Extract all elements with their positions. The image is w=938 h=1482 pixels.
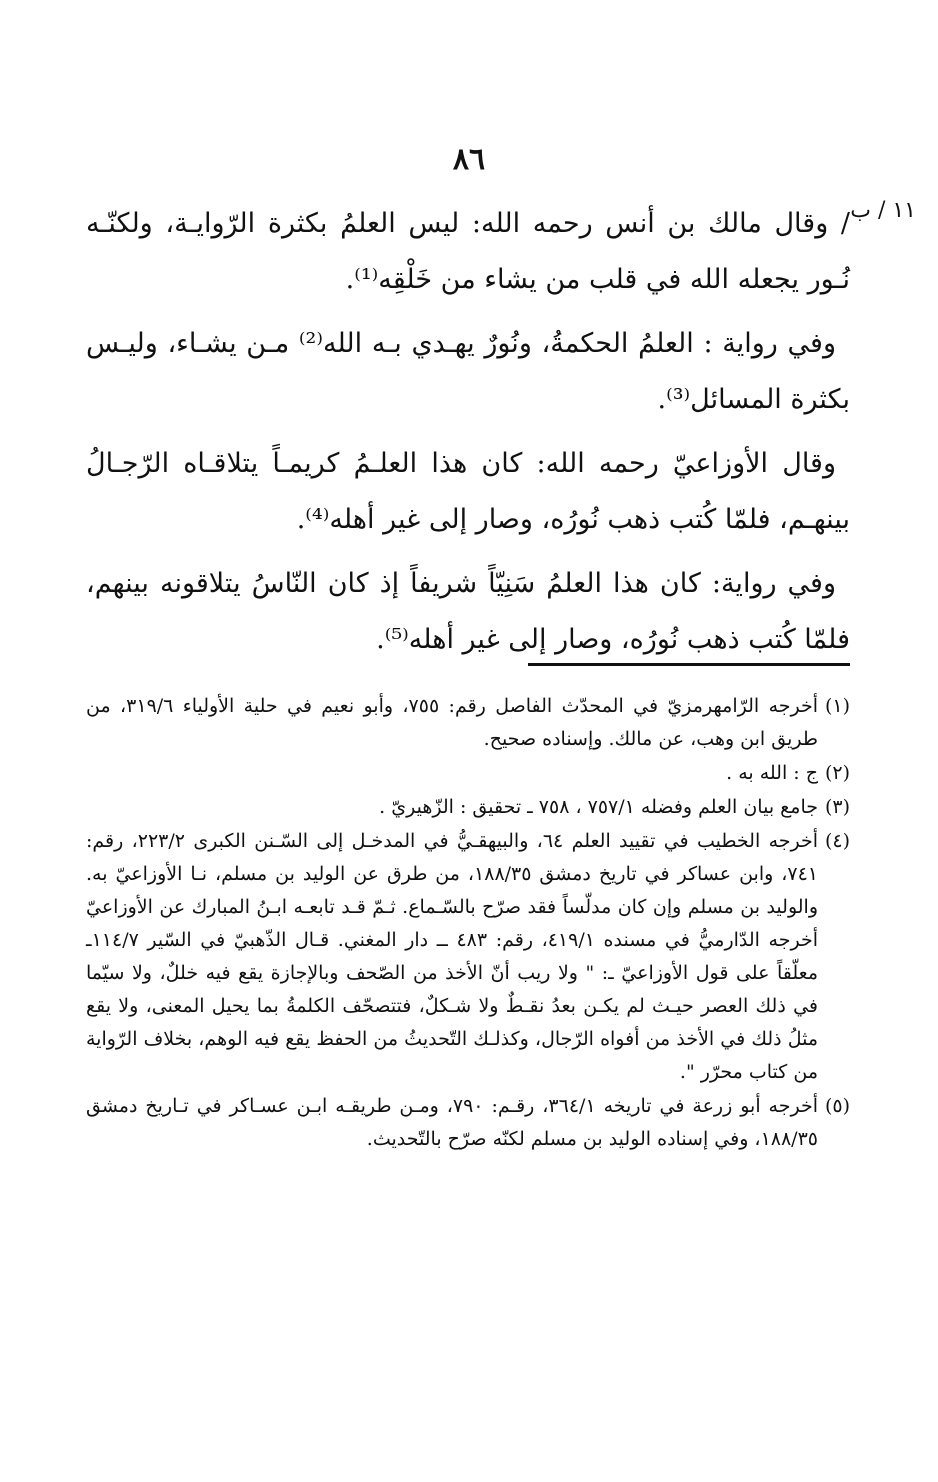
main-text [86, 196, 850, 676]
footnote-text: أخرجه أبو زرعة في تاريخه ٣٦٤/١، رقـم: ٧٩٠، ومـن طريقـه ابـن عسـاكر في تـاريخ دمشق ١٨٨/٣٥، وفي إسناده الوليد بن مسلم لكنّه صرّح بالتّحديث. [86, 1095, 818, 1150]
footnote-item [86, 757, 850, 790]
footnote-number: (٢) [824, 762, 850, 784]
footnote-number: (٤) [824, 830, 850, 852]
footnote-number: (١) [824, 695, 850, 717]
footnote-number: (٣) [824, 796, 850, 818]
footnote-item [86, 791, 850, 824]
folio-margin-note: ١١ / ب [850, 198, 916, 223]
footnote-text: أخرجه الرّامهرمزيّ في المحدّث الفاصل رقم: ٧٥٥، وأبو نعيم في حلية الأولياء ٣١٩/٦، من طريق ابن وهب، عن مالك. وإسناده صحيح. [86, 695, 819, 750]
footnote-text: جامع بيان العلم وفضله ٧٥٧/١ ، ٧٥٨ ـ تحقيق : الزّهيريّ . [379, 796, 818, 818]
footnote-item [86, 1090, 850, 1156]
paragraph-2: وفي رواية : العلمُ الحكمةُ، ونُورٌ يهـدي بـه الله⁽²⁾ مـن يشـاء، وليـس بكثرة المسائل⁽³⁾. [86, 328, 850, 415]
footnote-text: ج : الله به . [726, 762, 818, 784]
paragraph-3: وقال الأوزاعيّ رحمه الله: كان هذا العلـمُ كريمـاً يتلاقـاه الرّجـالُ بينهـم، فلمّا كُتب ذهب نُورُه، وصار إلى غير أهله⁽⁴⁾. [86, 448, 850, 535]
footnote-item [86, 825, 850, 1089]
footnotes [86, 690, 850, 1157]
page-number: ٨٦ [452, 142, 486, 177]
footnote-item [86, 690, 850, 756]
paragraph-1: / وقال مالك بن أنس رحمه الله: ليس العلمُ بكثرة الرّوايـة، ولكنّـه نُـور يجعله الله في قلب من يشاء من خَلْقِه⁽¹⁾. [86, 208, 850, 295]
footnote-text: أخرجه الخطيب في تقييد العلم ٦٤، والبيهقـيُّ في المدخـل إلى السّـنن الكبرى ٢٢٣/٢، رقم: ٧٤١، وابن عساكر في تاريخ دمشق ١٨٨/٣٥، من طرق عن الوليد بن مسلم، نـا الأوزاعيّ به. والوليد بن مسلم وإن كان مدلّساً فقد صرّح بالسّـماع. ثـمّ قـد تابعـه ابـنُ المبارك عن الأوزاعيّ أخرجه الدّارميُّ في مسنده ٤١٩/١، رقم: ٤٨٣ ــ دار المغني. قـال الذّهبيّ في السّير ١١٤/٧ـ معلّقاً على قول الأوزاعيّ ـ: " ولا ريب أنّ الأخذ من الصّحف وبالإجازة يقع فيه خللٌ، ولا سيّما في ذلك العصر حيـث لم يكـن بعدُ نقـطٌ ولا شـكلٌ، فتتصحّف الكلمةُ بما يحيل المعنى، ولا يقع مثلُ ذلك في الأخذ من أفواه الرّجال، وكذلـك التّحديثُ من الحفظ يقع فيه الوهم، بخلاف الرّواية من كتاب محرّر ". [86, 830, 819, 1083]
footnote-number: (٥) [824, 1095, 850, 1117]
paragraph-4: وفي رواية: كان هذا العلمُ سَنِيّاً شريفاً إذ كان النّاسُ يتلاقونه بينهم، فلمّا كُتب ذهب نُورُه، وصار إلى غير أهله⁽⁵⁾. [86, 568, 850, 655]
footnote-separator [528, 663, 850, 666]
